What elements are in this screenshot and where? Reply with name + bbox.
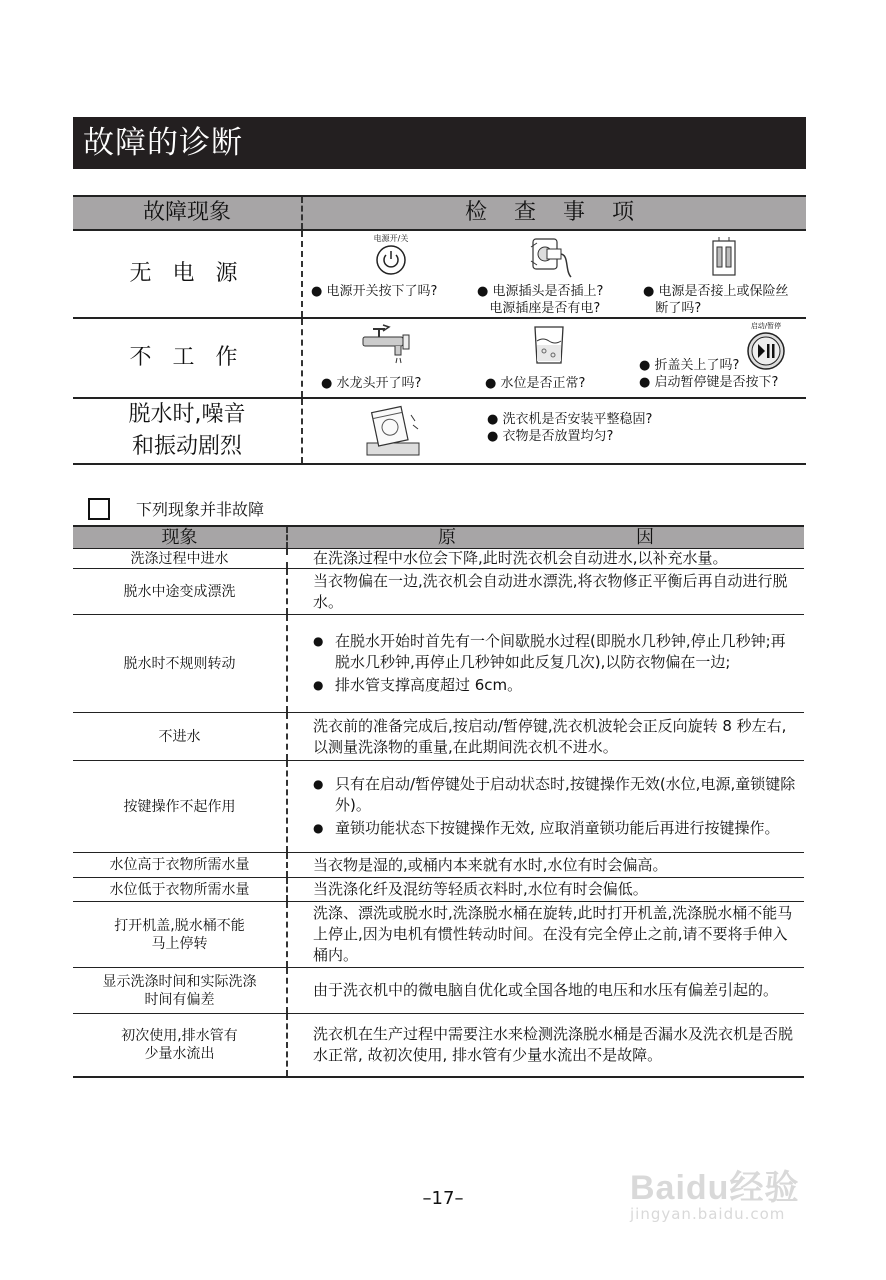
reason-cell: 洗涤、漂洗或脱水时,洗涤脱水桶在旋转,此时打开机盖,洗涤脱水桶不能马上停止,因为电机有惯性转动时间。在没有完全停止之前,请不要将手伸入桶内。 xyxy=(286,902,804,967)
page-title: 故障的诊断 xyxy=(73,117,806,169)
not-fault-heading xyxy=(88,497,264,520)
check-cell xyxy=(301,399,806,463)
phenomenon-cell: 显示洗涤时间和实际洗涤 时间有偏差 xyxy=(102,973,257,1008)
table-row xyxy=(73,902,804,968)
reason-cell: 由于洗衣机中的微电脑自优化或全国各地的电压和水压有偏差引起的。 xyxy=(286,968,804,1013)
reason-cell: 在洗涤过程中水位会下降,此时洗衣机会自动进水,以补充水量。 xyxy=(286,549,804,568)
phenomenon-cell: 不进水 xyxy=(158,728,201,745)
start-pause-label: 启动/暂停 xyxy=(750,322,782,330)
watermark-brand: Baidu经验 xyxy=(630,1169,800,1207)
table-row xyxy=(73,968,804,1014)
phenomenon-cell: 洗涤过程中进水 xyxy=(130,550,229,567)
fuse-icon xyxy=(709,237,739,279)
power-plug-icon xyxy=(529,235,573,279)
symptom-line-1: 脱水时,噪音 xyxy=(128,402,246,427)
watermark xyxy=(630,1160,799,1223)
check-item: ● 电源开关按下了吗? xyxy=(311,284,438,299)
power-switch-icon xyxy=(371,233,411,280)
check-item: ● 电源插头是否插上? 电源插座是否有电? xyxy=(477,284,604,316)
header-reason-2: 因 xyxy=(636,527,654,548)
phenomenon-cell: 脱水中途变成漂洗 xyxy=(123,583,236,600)
water-level-icon xyxy=(531,323,567,367)
table-row xyxy=(73,761,804,853)
reason-cell: 当洗涤化纤及混纺等轻质衣料时,水位有时会偏低。 xyxy=(286,878,804,901)
check-cell xyxy=(301,231,806,317)
phenomenon-cell: 脱水时不规则转动 xyxy=(123,655,236,672)
reason-bullet: ● 在脱水开始时首先有一个间歇脱水过程(即脱水几秒钟,停止几秒钟;再脱水几秒钟,再停止几秒钟如此反复几次),以防衣物偏在一边; xyxy=(313,631,798,673)
table-row xyxy=(73,1014,804,1078)
diagnosis-row-not-working xyxy=(73,319,806,399)
watermark-url: jingyan.baidu.com xyxy=(630,1205,786,1223)
check-item: ● 电源是否接上或保险丝 断了吗? xyxy=(643,284,789,316)
check-item: ● 水龙头开了吗? xyxy=(321,376,422,391)
phenomenon-cell: 水位低于衣物所需水量 xyxy=(109,881,250,898)
check-cell xyxy=(301,319,806,397)
table-row xyxy=(73,853,804,878)
power-switch-label: 电源开/关 xyxy=(373,234,409,243)
check-item: ● 洗衣机是否安装平整稳固? ● 衣物是否放置均匀? xyxy=(487,412,653,444)
not-fault-table xyxy=(73,525,804,1078)
reason-cell xyxy=(286,761,804,852)
phenomenon-cell: 打开机盖,脱水桶不能 马上停转 xyxy=(114,917,245,952)
check-item: ● 折盖关上了吗? ● 启动暂停键是否按下? xyxy=(639,358,779,390)
reason-cell: 洗衣机在生产过程中需要注水来检测洗涤脱水桶是否漏水及洗衣机是否脱水正常, 故初次使用, 排水管有少量水流出不是故障。 xyxy=(286,1014,804,1076)
table-row xyxy=(73,569,804,615)
phenomenon-cell: 初次使用,排水管有 少量水流出 xyxy=(121,1028,238,1062)
phenomenon-cell: 按键操作不起作用 xyxy=(123,798,236,815)
not-fault-header xyxy=(73,525,804,549)
symptom-label xyxy=(73,399,301,463)
check-item: ● 水位是否正常? xyxy=(485,376,586,391)
reason-bullet: ● 只有在启动/暂停键处于启动状态时,按键操作无效(水位,电源,童锁键除外)。 xyxy=(313,774,798,816)
diagnosis-row-no-power xyxy=(73,231,806,319)
phenomenon-cell: 水位高于衣物所需水量 xyxy=(109,857,250,873)
tilted-washer-icon xyxy=(361,403,425,459)
diagnosis-row-noise xyxy=(73,399,806,465)
reason-bullet: ● 排水管支撑高度超过 6cm。 xyxy=(313,675,798,696)
header-symptom: 故障现象 xyxy=(142,200,231,225)
symptom-label: 无 电 源 xyxy=(129,261,245,286)
symptom-line-2: 和振动剧烈 xyxy=(131,434,242,459)
reason-cell: 洗衣前的准备完成后,按启动/暂停键,洗衣机波轮会正反向旋转 8 秒左右,以测量洗涤物的重量,在此期间洗衣机不进水。 xyxy=(286,713,804,760)
reason-cell xyxy=(286,615,804,712)
reason-bullet: ● 童锁功能状态下按键操作无效, 应取消童锁功能后再进行按键操作。 xyxy=(313,818,798,839)
header-reason xyxy=(286,527,804,548)
diagnosis-table xyxy=(73,195,806,465)
page-number: –17– xyxy=(422,1188,464,1209)
header-reason-1: 原 xyxy=(438,527,456,548)
table-row xyxy=(73,878,804,902)
not-fault-heading-text: 下列现象并非故障 xyxy=(136,500,265,519)
symptom-label: 不 工 作 xyxy=(129,345,245,370)
table-row xyxy=(73,615,804,713)
table-row xyxy=(73,713,804,761)
diagnosis-header xyxy=(73,195,806,231)
header-check: 检 查 事 项 xyxy=(301,197,806,229)
reason-cell: 当衣物偏在一边,洗衣机会自动进水漂洗,将衣物修正平衡后再自动进行脱水。 xyxy=(286,569,804,614)
header-phenomenon: 现象 xyxy=(161,527,198,548)
table-row xyxy=(73,549,804,569)
checkbox-square xyxy=(88,498,110,520)
reason-cell: 当衣物是湿的,或桶内本来就有水时,水位有时会偏高。 xyxy=(286,853,804,877)
water-tap-icon xyxy=(359,323,411,367)
